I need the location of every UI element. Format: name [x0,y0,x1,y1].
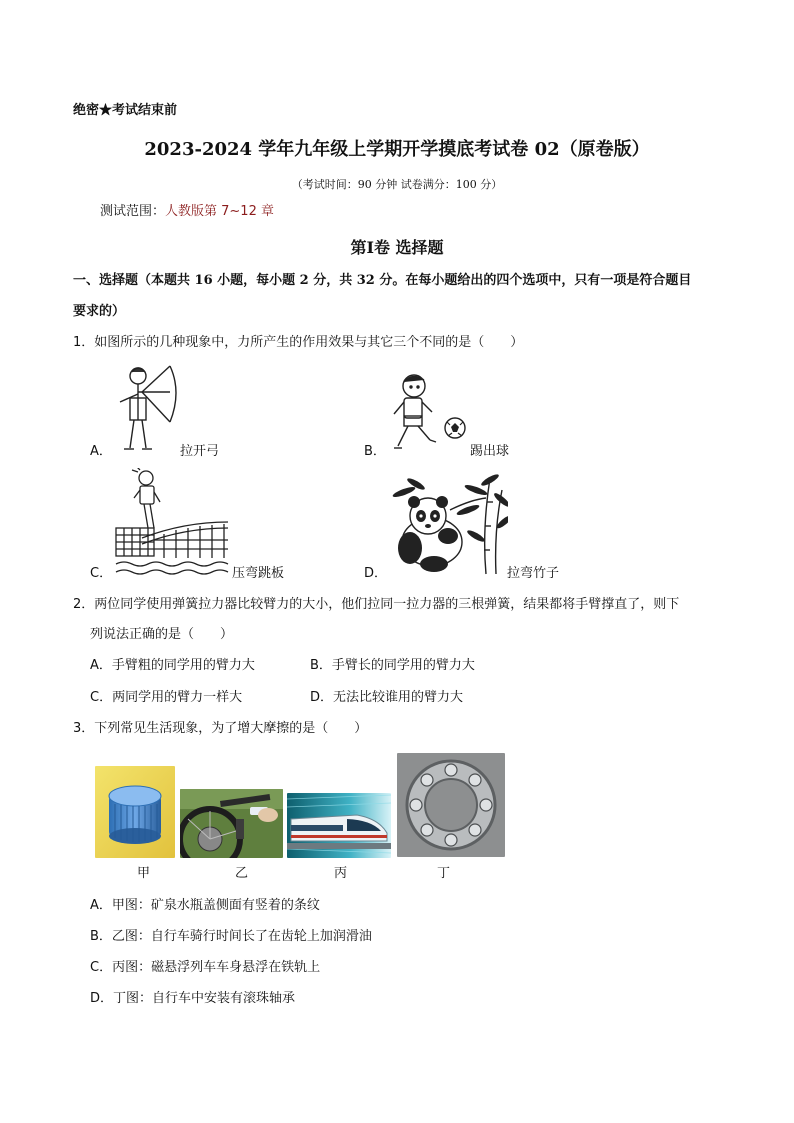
diving-board-image [114,468,232,578]
q3-option-c: C．丙图：磁悬浮列车车身悬浮在铁轨上 [90,960,321,975]
label-yi: 乙 [235,866,249,881]
archer-image [112,362,182,454]
scope-line [100,204,274,220]
q1-stem: 1．如图所示的几种现象中，力所产生的作用效果与其它三个不同的是（ ） [73,335,524,350]
ball-bearing-photo [397,753,505,857]
q3-option-a: A．甲图：矿泉水瓶盖侧面有竖着的条纹 [90,898,320,913]
panda-bamboo-image [390,470,508,576]
part-heading-line1: 一、选择题（本题共 16 小题，每小题 2 分，共 32 分。在每小题给出的四个选项中，只有一项是符合题目 [73,273,692,288]
q1-option-b-caption: 踢出球 [470,444,510,459]
section-title: 第Ⅰ卷 选择题 [350,238,444,257]
scope-value: 人教版第 7~12 章 [165,204,274,219]
label-ding: 丁 [437,866,451,881]
q2-option-a: A．手臂粗的同学用的臂力大 [90,658,255,673]
kicking-ball-image [390,370,470,456]
secret-mark: 绝密★考试结束前 [73,103,178,118]
q2-option-d: D．无法比较谁用的臂力大 [310,690,464,705]
q2-stem-line2: 列说法正确的是（ ） [90,627,234,642]
q2-stem-line1: 2．两位同学使用弹簧拉力器比较臂力的大小，他们拉同一拉力器的三根弹簧，结果都将手臂撑直了，则下 [73,597,680,612]
page-title: 2023-2024 学年九年级上学期开学摸底考试卷 02（原卷版） [144,139,650,160]
q1-option-c-letter: C． [90,566,113,581]
q1-option-d-letter: D． [364,566,388,581]
q3-option-d: D．丁图：自行车中安装有滚珠轴承 [90,991,296,1006]
scope-label: 测试范围： [100,204,166,219]
q1-option-a-caption: 拉开弓 [180,444,220,459]
part-heading-line2: 要求的） [73,304,126,319]
exam-info: （考试时间：90 分钟 试卷满分：100 分） [291,178,503,191]
q2-option-c: C．两同学用的臂力一样大 [90,690,243,705]
bottle-cap-photo [95,766,175,858]
q1-option-c-caption: 压弯跳板 [232,566,285,581]
q3-stem: 3．下列常见生活现象，为了增大摩擦的是（ ） [73,721,368,736]
bicycle-oil-photo [180,789,283,858]
q2-option-b: B．手臂长的同学用的臂力大 [310,658,475,673]
label-bing: 丙 [334,866,348,881]
maglev-train-photo [287,793,391,858]
q3-option-b: B．乙图：自行车骑行时间长了在齿轮上加润滑油 [90,929,372,944]
label-jia: 甲 [137,866,151,881]
q1-option-b-letter: B． [364,444,386,459]
q1-option-d-caption: 拉弯竹子 [507,566,560,581]
q1-option-a-letter: A． [90,444,112,459]
